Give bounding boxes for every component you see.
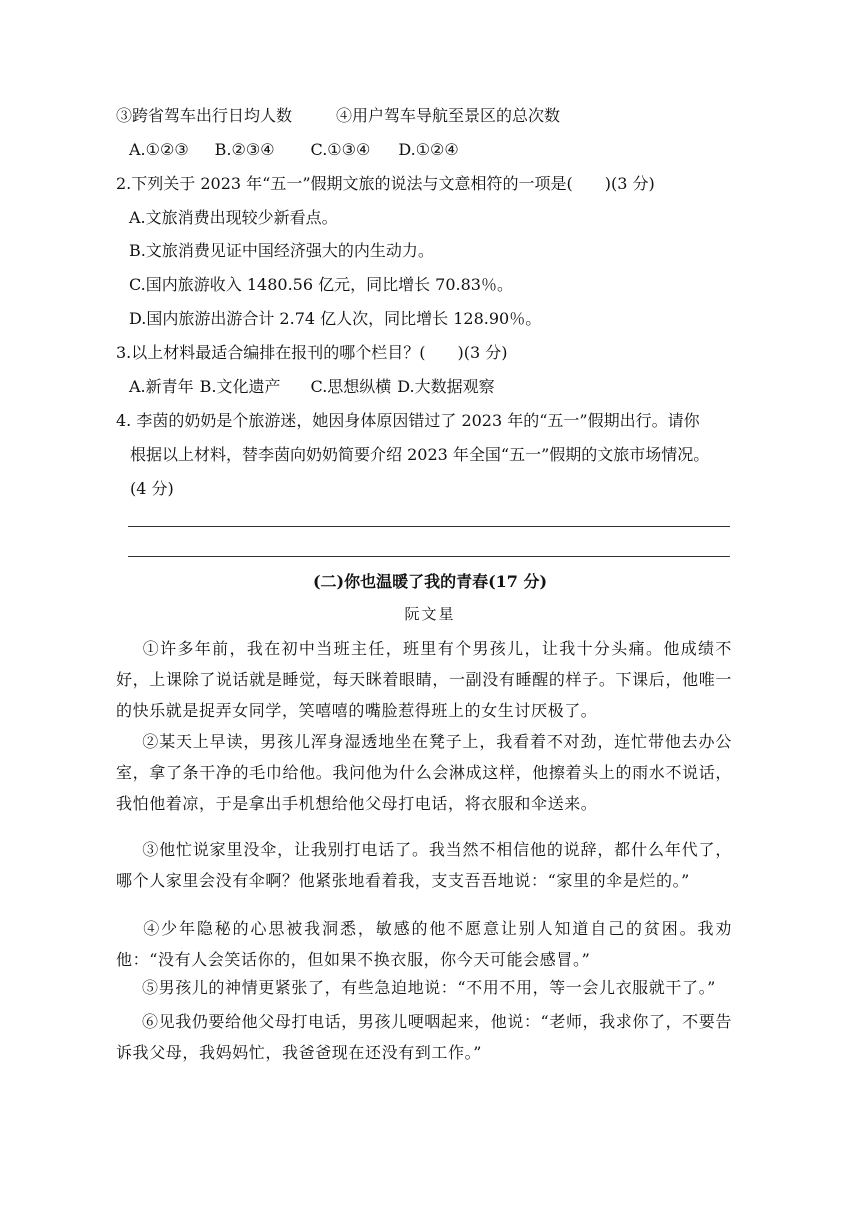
q1-options-row xyxy=(116,106,560,126)
q2-stem: 2.下列关于 2023 年“五一”假期文旅的说法与文意相符的一项是( )(3 分) xyxy=(116,174,655,193)
q1-option-3: ③跨省驾车出行日均人数 xyxy=(116,106,293,125)
article-paragraph-4 xyxy=(116,913,732,975)
q4-stem-line1: 4. 李茵的奶奶是个旅游迷，她因身体原因错过了 2023 年的“五一”假期出行。请你 xyxy=(116,411,700,430)
q2-choice-d: D.国内旅游出游合计 2.74 亿人次，同比增长 128.90％。 xyxy=(129,309,542,328)
article-author: 阮文星 xyxy=(404,605,456,623)
paragraph-4-text: ④少年隐秘的心思被我洞悉，敏感的他不愿意让别人知道自己的贫困。我劝他：“没有人会笑话你的，但如果不换衣服，你今天可能会感冒。” xyxy=(116,919,732,969)
q3-choices xyxy=(129,377,495,397)
paragraph-3-text: ③他忙说家里没伞，让我别打电话了。我当然不相信他的说辞，都什么年代了，哪个人家里会没有伞啊？他紧张地看着我，支支吾吾地说：“家里的伞是烂的。” xyxy=(116,840,732,890)
answer-line-1[interactable] xyxy=(128,526,730,527)
article-title: (二)你也温暖了我的青春(17 分) xyxy=(312,572,548,591)
article-paragraph-2 xyxy=(116,726,732,819)
q2-choice-a: A.文旅消费出现较少新看点。 xyxy=(129,208,338,227)
q1-choices xyxy=(129,140,459,160)
q3-choice-a: A.新青年 xyxy=(129,377,194,396)
q1-choice-d: D.①②④ xyxy=(398,140,459,159)
article-paragraph-6 xyxy=(116,1006,732,1068)
q3-choice-d: D.大数据观察 xyxy=(397,377,495,396)
paragraph-1-text: ①许多年前，我在初中当班主任，班里有个男孩儿，让我十分头痛。他成绩不好，上课除了说话就是睡觉，每天眯着眼睛，一副没有睡醒的样子。下课后，他唯一的快乐就是捉弄女同学，笑嘻嘻的嘴脸惹得班上的女生讨厌极了。 xyxy=(116,639,732,720)
article-paragraph-3 xyxy=(116,834,732,896)
paragraph-2-text: ②某天上早读，男孩儿浑身湿透地坐在凳子上，我看着不对劲，连忙带他去办公室，拿了条干净的毛巾给他。我问他为什么会淋成这样，他擦着头上的雨水不说话，我怕他着凉，于是拿出手机想给他父母打电话，将衣服和伞送来。 xyxy=(116,732,732,813)
paragraph-5-text: ⑤男孩儿的神情更紧张了，有些急迫地说：“不用不用，等一会儿衣服就干了。” xyxy=(142,978,716,997)
answer-line-2[interactable] xyxy=(128,556,730,557)
q1-option-4: ④用户驾车导航至景区的总次数 xyxy=(336,106,561,125)
article-paragraph-1 xyxy=(116,633,732,726)
q2-choice-c: C.国内旅游收入 1480.56 亿元，同比增长 70.83％。 xyxy=(129,275,513,294)
q2-choice-b: B.文旅消费见证中国经济强大的内生动力。 xyxy=(129,241,434,260)
q4-stem-line2: 根据以上材料，替李茵向奶奶简要介绍 2023 年全国“五一”假期的文旅市场情况。 xyxy=(130,445,710,464)
q3-choice-c: C.思想纵横 xyxy=(310,377,392,396)
q1-choice-a: A.①②③ xyxy=(129,140,189,159)
q3-choice-b: B.文化遗产 xyxy=(199,377,281,396)
q1-choice-b: B.②③④ xyxy=(214,140,275,159)
q1-choice-c: C.①③④ xyxy=(310,140,371,159)
q3-stem: 3.以上材料最适合编排在报刊的哪个栏目？( )(3 分) xyxy=(116,343,508,362)
paragraph-6-text: ⑥见我仍要给他父母打电话，男孩儿哽咽起来，他说：“老师，我求你了，不要告诉我父母，我妈妈忙，我爸爸现在还没有到工作。” xyxy=(116,1012,732,1062)
article-paragraph-5 xyxy=(116,972,732,1003)
q4-stem-line3: (4 分) xyxy=(130,479,174,498)
